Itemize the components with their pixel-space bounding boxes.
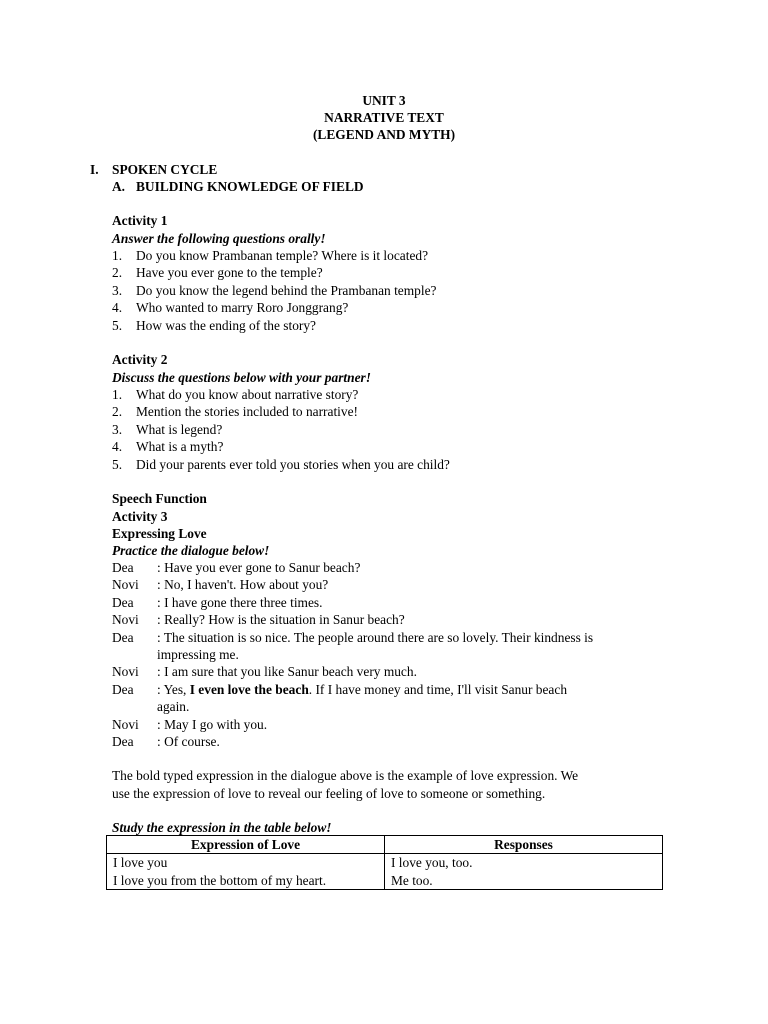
item-number: 2. [112, 404, 123, 420]
dialogue-text: : Have you ever gone to Sanur beach? [157, 560, 361, 575]
table-instruction: Study the expression in the table below! [112, 820, 332, 835]
speaker-name: Dea [112, 560, 134, 575]
response-item: Me too. [391, 872, 433, 888]
item-number: 5. [112, 456, 123, 472]
item-text: Did your parents ever told you stories when you are child? [136, 456, 450, 472]
dialogue-line [112, 611, 652, 628]
activity3-heading: Activity 3 [112, 509, 168, 524]
dialogue [112, 559, 652, 750]
dialogue-line [112, 733, 652, 750]
list-item [112, 386, 450, 403]
dialogue-text-continued: again. [157, 699, 190, 715]
explanation-line-2: use the expression of love to reveal our feeling of love to someone or something. [112, 786, 546, 801]
list-item [112, 438, 450, 455]
dialogue-line [112, 663, 652, 680]
item-number: 2. [112, 265, 123, 281]
subsection-letter: A. [112, 179, 126, 194]
item-number: 4. [112, 300, 123, 316]
activity2-instruction: Discuss the questions below with your partner! [112, 370, 371, 385]
item-text: Do you know Prambanan temple? Where is it located? [136, 248, 429, 263]
explanation-line-1: The bold typed expression in the dialogue above is the example of love expression. We [112, 768, 579, 783]
activity1-question-list [112, 247, 436, 334]
dialogue-text-continued: impressing me. [157, 647, 239, 663]
column-header-expression: Expression of Love [107, 836, 385, 854]
speech-function-label: Speech Function [112, 491, 207, 506]
expression-cell [107, 854, 385, 890]
speaker-name: Dea [112, 629, 134, 645]
speaker-name: Dea [112, 594, 134, 610]
table-row [107, 854, 663, 890]
list-item [112, 456, 450, 473]
unit-title: UNIT 3 [362, 93, 406, 108]
item-text: What is legend? [136, 421, 223, 437]
speaker-name: Dea [112, 681, 134, 697]
activity3-instruction: Practice the dialogue below! [112, 543, 270, 558]
dialogue-text: : Really? How is the situation in Sanur beach? [157, 612, 405, 628]
dialogue-line [112, 681, 652, 716]
list-item [112, 247, 436, 264]
speaker-name: Novi [112, 612, 139, 628]
speaker-name: Novi [112, 664, 139, 680]
list-item [112, 282, 436, 299]
item-text: Do you know the legend behind the Prambanan temple? [136, 282, 437, 298]
dialogue-text: : I have gone there three times. [157, 594, 323, 610]
speaker-name: Novi [112, 716, 139, 732]
activity2-question-list [112, 386, 450, 473]
dialogue-text: : May I go with you. [157, 716, 268, 732]
expression-item: I love you from the bottom of my heart. [113, 872, 327, 888]
expression-table [106, 835, 663, 890]
item-number: 5. [112, 317, 123, 333]
item-number: 4. [112, 439, 123, 455]
subsection-title: BUILDING KNOWLEDGE OF FIELD [136, 179, 364, 194]
item-number: 1. [112, 248, 123, 263]
item-text: What do you know about narrative story? [136, 387, 359, 402]
item-text: Who wanted to marry Roro Jonggrang? [136, 300, 349, 316]
item-text: Mention the stories included to narrative! [136, 404, 358, 420]
column-header-responses: Responses [385, 836, 663, 854]
table-header-row [107, 836, 663, 854]
item-text: Have you ever gone to the temple? [136, 265, 323, 281]
document-subtitle: (LEGEND AND MYTH) [312, 127, 456, 142]
dialogue-line [112, 559, 652, 576]
activity1-instruction: Answer the following questions orally! [112, 231, 326, 246]
dialogue-text: : No, I haven't. How about you? [157, 577, 329, 593]
activity3-topic: Expressing Love [112, 526, 207, 541]
dialogue-text-post: . If I have money and time, I'll visit Sanur beach [308, 681, 568, 697]
speaker-name: Dea [112, 734, 134, 750]
item-text: What is a myth? [136, 439, 224, 455]
response-cell [385, 854, 663, 890]
dialogue-text: : Of course. [157, 734, 220, 750]
section-title: SPOKEN CYCLE [112, 162, 218, 177]
love-expression-highlight: I even love the beach [189, 681, 309, 697]
document-title: NARRATIVE TEXT [324, 110, 444, 125]
dialogue-line [112, 716, 652, 733]
response-item: I love you, too. [391, 855, 473, 871]
dialogue-text-pre: : Yes, [157, 681, 190, 697]
list-item [112, 317, 436, 334]
dialogue-line [112, 576, 652, 593]
activity1-heading: Activity 1 [112, 213, 168, 228]
list-item [112, 299, 436, 316]
list-item [112, 403, 450, 420]
expression-item: I love you [113, 855, 168, 871]
list-item [112, 421, 450, 438]
item-text: How was the ending of the story? [136, 317, 316, 333]
item-number: 3. [112, 421, 123, 437]
item-number: 1. [112, 387, 123, 402]
dialogue-text [157, 681, 652, 698]
section-number: I. [90, 162, 99, 177]
activity2-heading: Activity 2 [112, 352, 168, 367]
speaker-name: Novi [112, 577, 139, 593]
dialogue-text: : The situation is so nice. The people around there are so lovely. Their kindness is [157, 629, 594, 645]
dialogue-text: : I am sure that you like Sanur beach very much. [157, 664, 417, 680]
list-item [112, 264, 436, 281]
item-number: 3. [112, 282, 123, 298]
dialogue-line [112, 594, 652, 611]
dialogue-line [112, 629, 652, 664]
